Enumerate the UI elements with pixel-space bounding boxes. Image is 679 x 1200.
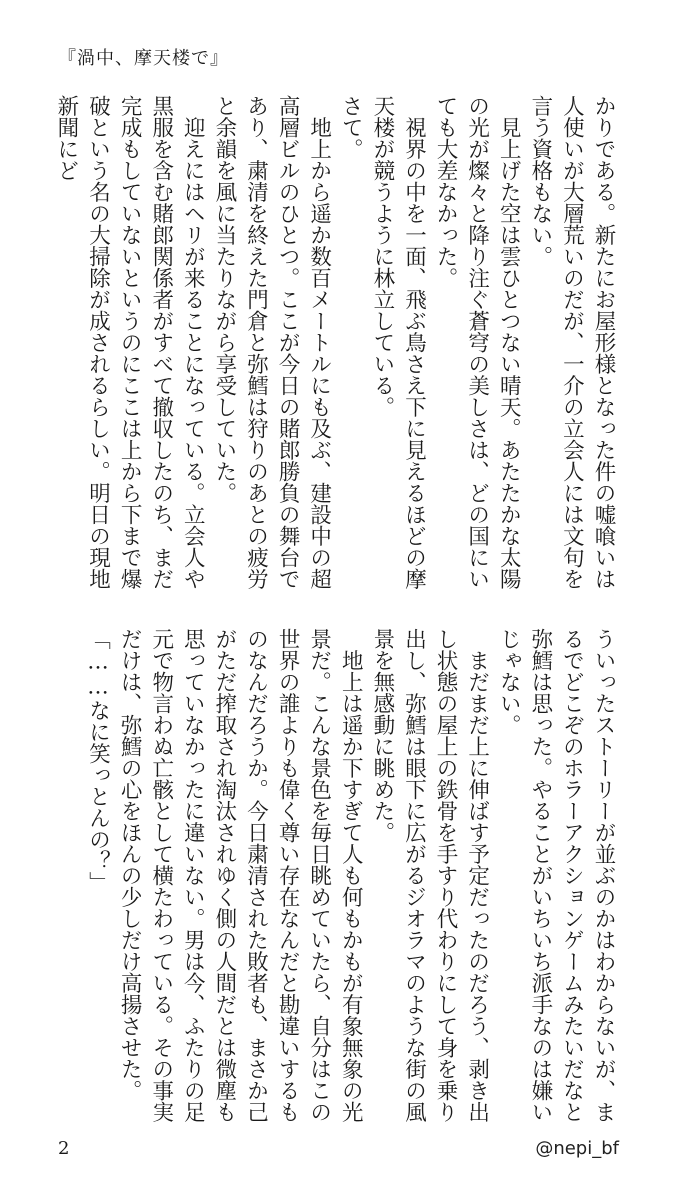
paragraph: 見上げた空は雲ひとつない晴天。あたたかな太陽の光が燦々と降り注ぐ蒼穹の美しさは、どの国にいても大差なかった。: [433, 95, 522, 590]
paragraph: ういったストーリーが並ぶのかはわからないが、まるでどこぞのホラーアクションゲームみたいだなと弥鱈は思った。やることがいちいち派手なのは嫌いじゃない。: [496, 628, 616, 1123]
book-title: 『渦中、摩天楼で』: [58, 48, 229, 69]
text-block-top: [19, 95, 619, 600]
paragraph: 「……なに笑っとんの？」: [85, 628, 111, 893]
paragraph: かりである。新たにお屋形様となった件の嘘喰いは人使いが大層荒いのだが、一介の立会人には文句を言う資格もない。: [527, 95, 616, 590]
paragraph: 地上は遥か下すぎて人も何もかもが有象無象の光景だ。こんな景色を毎日眺めていたら、自分はこの世界の誰よりも偉く尊い存在なんだと勘違いするものなんだろうか。今日粛清された敗者も、まさか己がただ搾取され淘汰されゆく側の人間だとは微塵も思っていなかったに違いない。男は今、ふたりの足元で物言わぬ亡骸として横たわっている。その事実だけは、弥鱈の心をほんの少しだけ高揚させた。: [117, 628, 364, 1123]
author-handle: @nepi_bf: [535, 1138, 619, 1159]
text-block-bottom: [19, 628, 619, 1133]
paragraph: まだまだ上に伸ばす予定だったのだろう、剥き出し状態の屋上の鉄骨を手すり代わりにして身を乗り出し、弥鱈は眼下に広がるジオラマのような街の風景を無感動に眺めた。: [369, 628, 490, 1123]
paragraph: 視界の中を一面、飛ぶ鳥さえ下に見えるほどの摩天楼が競うように林立している。: [369, 95, 427, 590]
paragraph: 迎えにはヘリが来ることになっている。立会人や黒服を含む賭郎関係者がすべて撤収したのち、まだ完成もしていないというのにここは上から下まで爆破という名の大掃除が成されるらしい。明日の現地新聞にど: [53, 95, 206, 590]
page-number: 2: [58, 1138, 70, 1159]
paragraph: 地上から遥か数百メートルにも及ぶ、建設中の超高層ビルのひとつ。ここが今日の賭郎勝負の舞台であり、粛清を終えた門倉と弥鱈は狩りのあとの疲労と余韻を風に当たりながら享受していた。: [211, 95, 332, 590]
paragraph: さて。: [338, 95, 364, 160]
